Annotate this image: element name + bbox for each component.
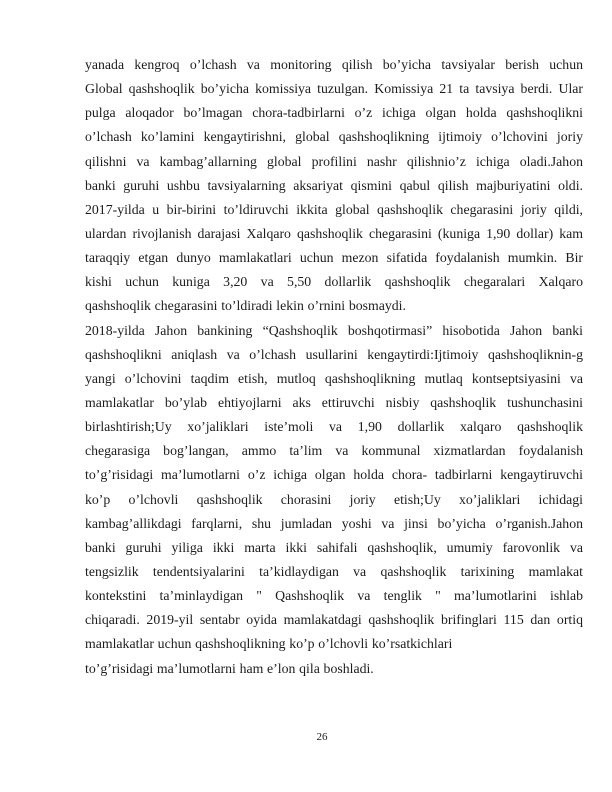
text-line: ko’p o’lchovli qashshoqlik chorasini joriy etish;Uy xo’jaliklari ichidagi — [85, 491, 583, 507]
text-line: 2018-yilda Jahon bankining “Qashshoqlik boshqotirmasi” hisobotida Jahon banki — [85, 322, 583, 338]
text-line: 2017-yilda u bir-birini to’ldiruvchi ikkita global qashshoqlik chegarasini joriy qildi, — [85, 201, 583, 217]
text-line: o’lchash ko’lamini kengaytirishni, global qashshoqlikning ijtimoiy o’lchovini joriy — [85, 129, 583, 145]
text-line: pulga aloqador bo’lmagan chora-tadbirlarni o’z ichiga olgan holda qashshoqlikni — [85, 105, 583, 121]
page-number: 26 — [316, 731, 328, 743]
text-line: banki guruhi yiliga ikki marta ikki sahifali qashshoqlik, umumiy farovonlik va — [85, 539, 583, 555]
text-line: chiqaradi. 2019-yil sentabr oyida mamlakatdagi qashshoqlik brifinglari 115 dan ortiq — [85, 612, 583, 628]
text-line: kishi uchun kuniga 3,20 va 5,50 dollarlik qashshoqlik chegaralari Xalqaro — [85, 274, 583, 290]
page-footer — [85, 727, 559, 745]
text-line: birlashtirish;Uy xo’jaliklari iste’moli va 1,90 dollarlik xalqaro qashshoqlik — [85, 419, 583, 435]
text-line: yangi o’lchovini taqdim etish, mutloq qashshoqlikning mutlaq kontseptsiyasini va — [85, 370, 583, 386]
text-line: to’g’risidagi ma’lumotlarni ham e’lon qila boshladi. — [85, 660, 374, 676]
text-line: tengsizlik tendentsiyalarini ta’kidlaydigan va qashshoqlik tarixining mamlakat — [85, 563, 583, 579]
text-line: kontekstini ta’minlaydigan " Qashshoqlik va tenglik " ma’lumotlarini ishlab — [85, 588, 583, 604]
text-line: kambag’allikdagi farqlarni, shu jumladan yoshi va jinsi bo’yicha o’rganish.Jahon — [85, 515, 583, 531]
text-line: yanada kengroq o’lchash va monitoring qilish bo’yicha tavsiyalar berish uchun — [85, 57, 583, 72]
text-line: qilishni va kambag’allarning global profilini nashr qilishnio’z ichiga oladi.Jahon — [85, 153, 583, 169]
text-line: banki guruhi ushbu tavsiyalarning aksariyat qismini qabul qilish majburiyatini oldi. — [85, 177, 583, 193]
text-line: mamlakatlar bo’ylab ehtiyojlarni aks ettiruvchi nisbiy qashshoqlik tushunchasini — [85, 394, 583, 410]
document-body-text — [85, 53, 583, 681]
text-line: ulardan rivojlanish darajasi Xalqaro qashshoqlik chegarasini (kuniga 1,90 dollar) kam — [85, 225, 583, 241]
text-line: to’g’risidagi ma’lumotlarni o’z ichiga olgan holda chora- tadbirlarni kengaytiruvchi — [85, 467, 583, 483]
text-line: qashshoqlik chegarasini to’ldiradi lekin o’rnini bosmaydi. — [85, 298, 406, 314]
text-line: chegarasiga bog’langan, ammo ta’lim va kommunal xizmatlardan foydalanish — [85, 443, 583, 459]
text-line: taraqqiy etgan dunyo mamlakatlari uchun mezon sifatida foydalanish mumkin. Bir — [85, 250, 583, 266]
text-line: Global qashshoqlik bo’yicha komissiya tuzulgan. Komissiya 21 ta tavsiya berdi. Ular — [85, 81, 583, 97]
text-line: mamlakatlar uchun qashshoqlikning ko’p o’lchovli ko’rsatkichlari — [85, 636, 453, 652]
text-line: qashshoqlikni aniqlash va o’lchash usullarini kengaytirdi:Ijtimoiy qashshoqliknin-g — [85, 346, 583, 362]
